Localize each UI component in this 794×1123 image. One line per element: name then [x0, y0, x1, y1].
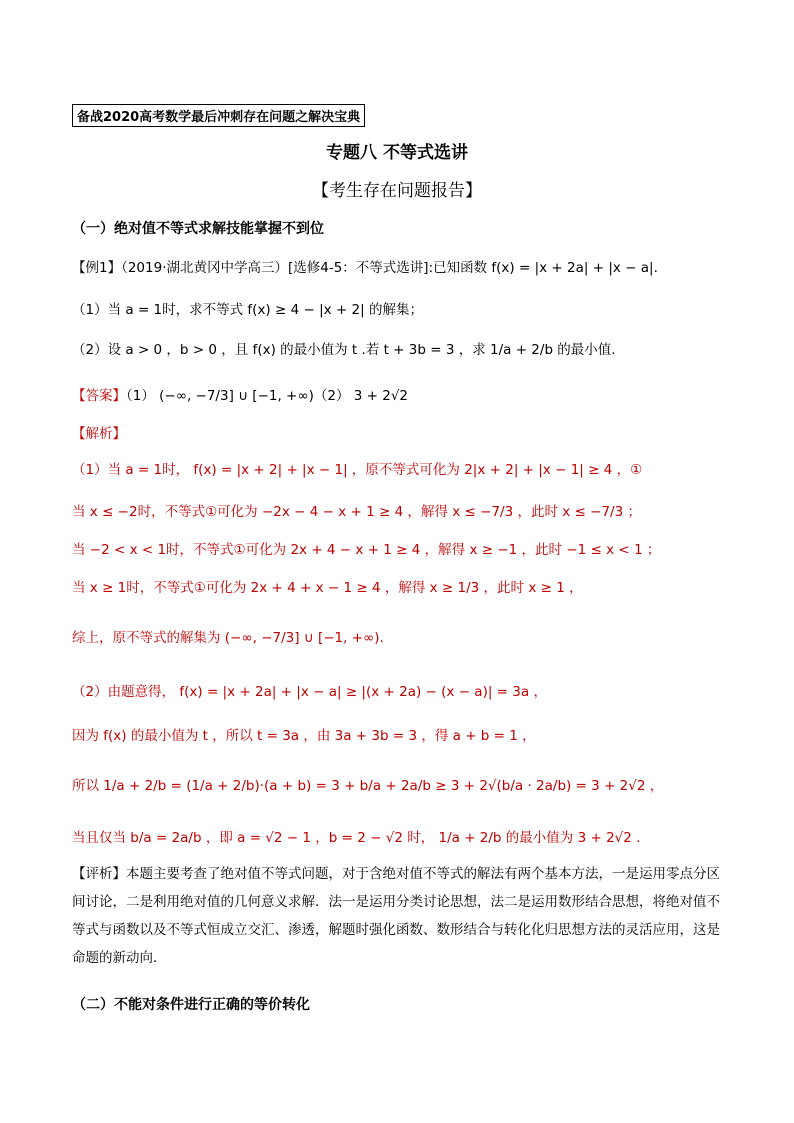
comment-paragraph: 【评析】本题主要考查了绝对值不等式问题，对于含绝对值不等式的解法有两个基本方法，一是运用零点分区间讨论，二是利用绝对值的几何意义求解．法一是运用分类讨论思想，法二是运用数形结合思想，将绝对值不等式与函数以及不等式恒成立交汇、渗透，解题时强化函数、数形结合与转化化归思想方法的灵活应用，这是命题的新动向． [72, 866, 720, 966]
solution-line-9: 当且仅当 b/a = 2a/b ，即 a = √2 − 1 ，b = 2 − √2 时， 1/a + 2/b 的最小值为 3 + 2√2 . [72, 830, 641, 846]
section-heading-1: （一）绝对值不等式求解技能掌握不到位 [72, 221, 324, 237]
solution-line-2: 当 x ≤ −2时，不等式①可化为 −2x − 4 − x + 1 ≥ 4 ，解得 x ≤ −7/3 ，此时 x ≤ −7/3 ； [72, 504, 641, 520]
question-1: （1）当 a = 1时，求不等式 f(x) ≥ 4 − |x + 2| 的解集； [72, 302, 423, 318]
solution-line-6: （2）由题意得， f(x) = |x + 2a| + |x − a| ≥ |(x + 2a) − (x − a)| = 3a ， [72, 684, 547, 700]
answer-line [72, 384, 408, 404]
solution-line-3: 当 −2 < x < 1时，不等式①可化为 2x + 4 − x + 1 ≥ 4 ，解得 x ≥ −1 ，此时 −1 ≤ x < 1 ； [72, 542, 661, 558]
question-2: （2）设 a > 0 ，b > 0 ，且 f(x) 的最小值为 t .若 t + 3b = 3 ，求 1/a + 2/b 的最小值. [72, 342, 616, 358]
example-line [72, 256, 658, 276]
solution-line-8: 所以 1/a + 2/b = (1/a + 2/b)·(a + b) = 3 + b/a + 2a/b ≥ 3 + 2√(b/a · 2a/b) = 3 + 2√2 ， [72, 778, 664, 794]
page-title: 专题八 不等式选讲 [326, 143, 468, 163]
answer-text: （1） (−∞, −7/3] ∪ [−1, +∞)（2） 3 + 2√2 [126, 388, 409, 404]
solution-line-4: 当 x ≥ 1时，不等式①可化为 2x + 4 + x − 1 ≥ 4 ，解得 x ≥ 1/3 ，此时 x ≥ 1 ， [72, 580, 583, 596]
solution-line-1: （1）当 a = 1时， f(x) = |x + 2| + |x − 1| ，原不等式可化为 2|x + 2| + |x − 1| ≥ 4 ，① [72, 462, 643, 478]
example-tag: 【例1】 [72, 260, 122, 276]
solution-line-7: 因为 f(x) 的最小值为 t ，所以 t = 3a ，由 3a + 3b = 3 ，得 a + b = 1 ， [72, 728, 536, 744]
header-box: 备战2020高考数学最后冲刺存在问题之解决宝典 [72, 104, 365, 127]
page-subtitle: 【考生存在问题报告】 [312, 181, 482, 201]
answer-tag: 【答案】 [72, 388, 126, 404]
example-text: （2019·湖北黄冈中学高三）[选修4-5：不等式选讲]:已知函数 f(x) = |x + 2a| + |x − a|. [121, 260, 658, 276]
analysis-tag: 【解析】 [72, 426, 126, 442]
solution-line-5: 综上，原不等式的解集为 (−∞, −7/3] ∪ [−1, +∞). [72, 630, 384, 646]
section-heading-2: （二）不能对条件进行正确的等价转化 [72, 997, 310, 1013]
